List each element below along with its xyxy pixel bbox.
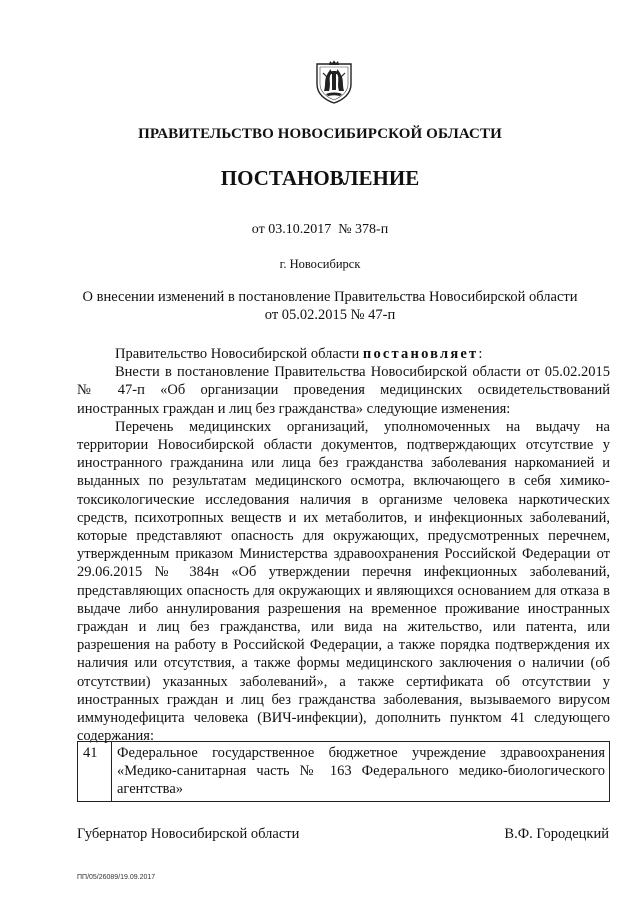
document-date-number: от 03.10.2017 № 378-п (251, 222, 389, 237)
subject-line-2: от 05.02.2015 № 47-п (264, 307, 396, 323)
decree-keyword: постановляет (362, 346, 479, 362)
table-row (78, 742, 610, 802)
decree-colon: : (478, 346, 483, 362)
document-type-title: ПОСТАНОВЛЕНИЕ (220, 166, 420, 190)
item-text-cell: Федеральное государственное бюджетное учреждение здравоохранения «Медико-санитарная часть № 163 Федерального медико-биологического агентства» (112, 742, 610, 802)
subject-line-1: О внесении изменений в постановление Правительства Новосибирской области (82, 289, 578, 305)
document-city: г. Новосибирск (279, 257, 361, 271)
document-footer-code: ПП/05/26089/19.09.2017 (77, 874, 156, 881)
inserted-item-table (77, 741, 610, 802)
signatory-position: Губернатор Новосибирской области (77, 826, 300, 842)
document-subject (60, 288, 600, 324)
organizations-list-paragraph: Перечень медицинских организаций, уполномоченных на выдачу на территории Новосибирской области документов, подтверждающих отсутствие у иностранного гражданина или лица без гражданства заболевания наркоманией и выданных по результатам медицинского осмотра, включающего в себя химико-токсикологические исследования наличия в организме человека наркотических средств, психотропных веществ и их метаболитов, и инфекционных заболеваний, которые представляют опасность для окружающих, предусмотренных перечнем, утвержденным приказом Министерства здравоохранения Российской Федерации от 29.06.2015 № 384н «Об утверждении перечня инфекционных заболеваний, представляющих опасность для окружающих и являющихся основанием для отказа в выдаче либо аннулирования разрешения на временное проживание иностранных граждан и лиц без гражданства, или вида на жительство, или патента, или разрешения на работу в Российской Федерации, а также порядка подтверждения их наличия или отсутствия, а также формы медицинского заключения о наличии (об отсутствии) указанных заболеваний», а также сертификата об отсутствии у иностранных граждан и лиц без гражданства заболевания, вызываемого вирусом иммунодефицита человека (ВИЧ-инфекции), дополнить пунктом 41 следующего содержания: (77, 418, 610, 745)
signatory-name: В.Ф. Городецкий (504, 826, 609, 842)
document-body (77, 345, 610, 745)
decree-intro-paragraph (77, 345, 610, 363)
decree-intro-text: Правительство Новосибирской области (115, 346, 363, 362)
government-name: ПРАВИТЕЛЬСТВО НОВОСИБИРСКОЙ ОБЛАСТИ (138, 126, 502, 142)
novosibirsk-coat-of-arms-icon (316, 60, 352, 104)
item-number-cell: 41 (78, 742, 112, 802)
amendment-paragraph: Внести в постановление Правительства Новосибирской области от 05.02.2015 № 47-п «Об организации проведения медицинских освидетельствований иностранных граждан и лиц без гражданства» следующие изменения: (77, 364, 610, 417)
